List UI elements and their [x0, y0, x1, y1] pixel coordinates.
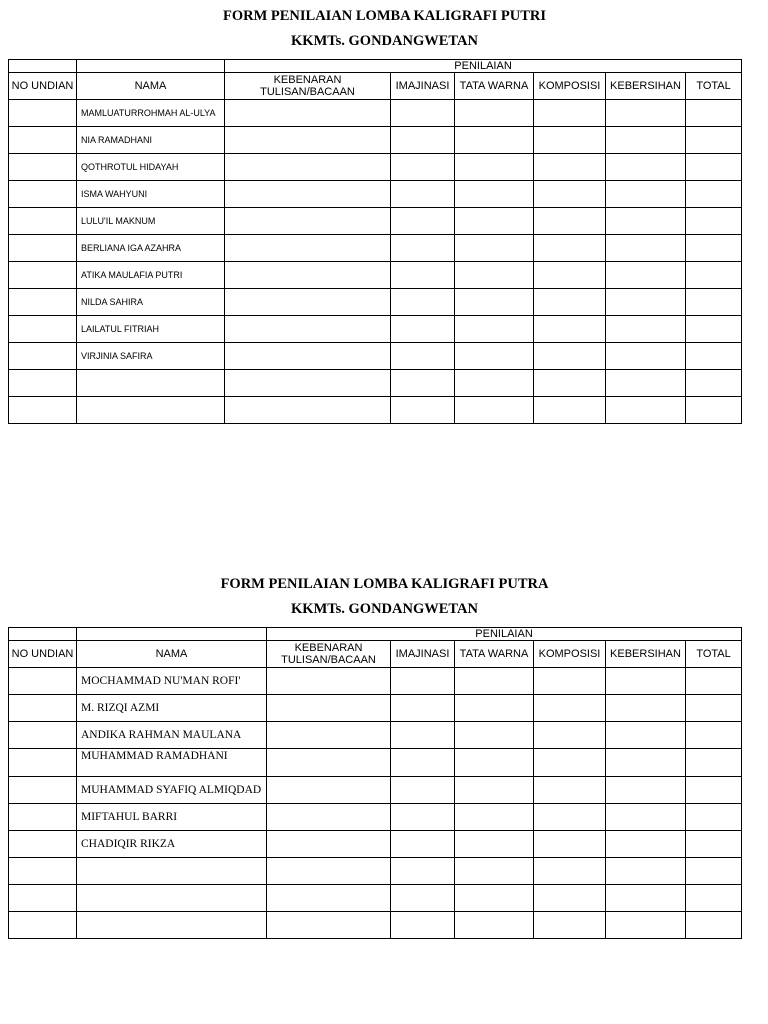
total-score-cell[interactable] [686, 397, 742, 424]
komposisi-score-cell[interactable] [534, 885, 606, 912]
tata-warna-score-cell[interactable] [455, 262, 534, 289]
imajinasi-score-cell[interactable] [391, 289, 455, 316]
total-score-cell[interactable] [686, 127, 742, 154]
table-row [9, 289, 742, 316]
nama-cell: MOCHAMMAD NU'MAN ROFI' [77, 668, 267, 695]
komposisi-score-cell[interactable] [534, 289, 606, 316]
tata-warna-score-cell[interactable] [455, 370, 534, 397]
nama-cell: BERLIANA IGA AZAHRA [77, 235, 225, 262]
tata-warna-score-cell[interactable] [455, 722, 534, 749]
header-nama: NAMA [77, 641, 267, 668]
nama-cell [77, 397, 225, 424]
no-undian-cell [9, 100, 77, 127]
no-undian-cell [9, 316, 77, 343]
tata-warna-score-cell[interactable] [455, 804, 534, 831]
komposisi-score-cell[interactable] [534, 262, 606, 289]
tata-warna-score-cell[interactable] [455, 316, 534, 343]
form-putri-title: FORM PENILAIAN LOMBA KALIGRAFI PUTRI [222, 8, 547, 24]
tata-warna-score-cell[interactable] [455, 127, 534, 154]
header-blank-nama [77, 628, 267, 641]
imajinasi-score-cell[interactable] [391, 885, 455, 912]
nama-cell [77, 912, 267, 939]
total-score-cell[interactable] [686, 722, 742, 749]
kebersihan-score-cell[interactable] [606, 668, 686, 695]
header-no-undian: NO UNDIAN [9, 641, 77, 668]
nama-cell: ATIKA MAULAFIA PUTRI [77, 262, 225, 289]
nama-cell: MUHAMMAD SYAFIQ ALMIQDAD [77, 777, 267, 804]
nama-cell: QOTHROTUL HIDAYAH [77, 154, 225, 181]
table-row [9, 804, 742, 831]
kebenaran-score-cell[interactable] [267, 912, 391, 939]
kebersihan-score-cell[interactable] [606, 154, 686, 181]
table-row [9, 831, 742, 858]
kebersihan-score-cell[interactable] [606, 804, 686, 831]
no-undian-cell [9, 181, 77, 208]
table-row [9, 885, 742, 912]
nama-cell: MIFTAHUL BARRI [77, 804, 267, 831]
table-row [9, 154, 742, 181]
header-kebersihan: KEBERSIHAN [606, 73, 686, 100]
total-score-cell[interactable] [686, 804, 742, 831]
header-tata-warna: TATA WARNA [455, 73, 534, 100]
imajinasi-score-cell[interactable] [391, 235, 455, 262]
nama-cell [77, 885, 267, 912]
header-blank-no [9, 628, 77, 641]
kebenaran-score-cell[interactable] [267, 777, 391, 804]
no-undian-cell [9, 370, 77, 397]
kebenaran-score-cell[interactable] [225, 100, 391, 127]
imajinasi-score-cell[interactable] [391, 127, 455, 154]
tata-warna-score-cell[interactable] [455, 343, 534, 370]
imajinasi-score-cell[interactable] [391, 154, 455, 181]
komposisi-score-cell[interactable] [534, 749, 606, 777]
nama-cell: NIA RAMADHANI [77, 127, 225, 154]
table-row [9, 100, 742, 127]
table-row [9, 127, 742, 154]
komposisi-score-cell[interactable] [534, 397, 606, 424]
header-komposisi: KOMPOSISI [534, 641, 606, 668]
kebenaran-score-cell[interactable] [225, 181, 391, 208]
kebersihan-score-cell[interactable] [606, 695, 686, 722]
no-undian-cell [9, 262, 77, 289]
kebersihan-score-cell[interactable] [606, 343, 686, 370]
imajinasi-score-cell[interactable] [391, 722, 455, 749]
form-putra-table [8, 627, 742, 939]
kebersihan-score-cell[interactable] [606, 289, 686, 316]
table-row [9, 397, 742, 424]
kebenaran-score-cell[interactable] [267, 804, 391, 831]
total-score-cell[interactable] [686, 343, 742, 370]
form-putri [8, 0, 741, 440]
kebenaran-score-cell[interactable] [267, 749, 391, 777]
table-row [9, 343, 742, 370]
kebenaran-score-cell[interactable] [225, 235, 391, 262]
imajinasi-score-cell[interactable] [391, 370, 455, 397]
nama-cell: NILDA SAHIRA [77, 289, 225, 316]
table-row [9, 262, 742, 289]
komposisi-score-cell[interactable] [534, 777, 606, 804]
total-score-cell[interactable] [686, 912, 742, 939]
komposisi-score-cell[interactable] [534, 235, 606, 262]
total-score-cell[interactable] [686, 181, 742, 208]
total-score-cell[interactable] [686, 316, 742, 343]
kebersihan-score-cell[interactable] [606, 912, 686, 939]
total-score-cell[interactable] [686, 858, 742, 885]
header-kebenaran: KEBENARAN TULISAN/BACAAN [225, 73, 391, 100]
komposisi-score-cell[interactable] [534, 722, 606, 749]
imajinasi-score-cell[interactable] [391, 912, 455, 939]
no-undian-cell [9, 397, 77, 424]
tata-warna-score-cell[interactable] [455, 397, 534, 424]
form-putra-title: FORM PENILAIAN LOMBA KALIGRAFI PUTRA [220, 576, 549, 592]
imajinasi-score-cell[interactable] [391, 397, 455, 424]
total-score-cell[interactable] [686, 749, 742, 777]
nama-cell: ISMA WAHYUNI [77, 181, 225, 208]
no-undian-cell [9, 127, 77, 154]
nama-cell: ANDIKA RAHMAN MAULANA [77, 722, 267, 749]
tata-warna-score-cell[interactable] [455, 100, 534, 127]
no-undian-cell [9, 777, 77, 804]
nama-cell: VIRJINIA SAFIRA [77, 343, 225, 370]
penilaian-header: PENILAIAN [267, 628, 742, 641]
total-score-cell[interactable] [686, 154, 742, 181]
tata-warna-score-cell[interactable] [455, 154, 534, 181]
form-putra [8, 568, 741, 948]
imajinasi-score-cell[interactable] [391, 749, 455, 777]
no-undian-cell [9, 695, 77, 722]
header-nama: NAMA [77, 73, 225, 100]
tata-warna-score-cell[interactable] [455, 777, 534, 804]
header-kebersihan: KEBERSIHAN [606, 641, 686, 668]
kebersihan-score-cell[interactable] [606, 831, 686, 858]
total-score-cell[interactable] [686, 695, 742, 722]
header-imajinasi: IMAJINASI [391, 641, 455, 668]
komposisi-score-cell[interactable] [534, 127, 606, 154]
kebersihan-score-cell[interactable] [606, 885, 686, 912]
no-undian-cell [9, 831, 77, 858]
no-undian-cell [9, 235, 77, 262]
header-total: TOTAL [686, 73, 742, 100]
kebenaran-score-cell[interactable] [267, 668, 391, 695]
table-row [9, 777, 742, 804]
imajinasi-score-cell[interactable] [391, 777, 455, 804]
table-row [9, 695, 742, 722]
table-row [9, 722, 742, 749]
kebenaran-score-cell[interactable] [225, 370, 391, 397]
header-imajinasi: IMAJINASI [391, 73, 455, 100]
table-row [9, 208, 742, 235]
kebenaran-score-cell[interactable] [225, 262, 391, 289]
table-row [9, 749, 742, 777]
kebersihan-score-cell[interactable] [606, 316, 686, 343]
komposisi-score-cell[interactable] [534, 804, 606, 831]
no-undian-cell [9, 208, 77, 235]
kebenaran-score-cell[interactable] [225, 127, 391, 154]
tata-warna-score-cell[interactable] [455, 235, 534, 262]
tata-warna-score-cell[interactable] [455, 668, 534, 695]
imajinasi-score-cell[interactable] [391, 858, 455, 885]
total-score-cell[interactable] [686, 289, 742, 316]
komposisi-score-cell[interactable] [534, 181, 606, 208]
kebersihan-score-cell[interactable] [606, 208, 686, 235]
tata-warna-score-cell[interactable] [455, 181, 534, 208]
kebersihan-score-cell[interactable] [606, 370, 686, 397]
no-undian-cell [9, 912, 77, 939]
tata-warna-score-cell[interactable] [455, 831, 534, 858]
tata-warna-score-cell[interactable] [455, 749, 534, 777]
kebersihan-score-cell[interactable] [606, 722, 686, 749]
tata-warna-score-cell[interactable] [455, 289, 534, 316]
imajinasi-score-cell[interactable] [391, 804, 455, 831]
kebenaran-score-cell[interactable] [225, 154, 391, 181]
nama-cell: M. RIZQI AZMI [77, 695, 267, 722]
imajinasi-score-cell[interactable] [391, 262, 455, 289]
header-kebenaran: KEBENARAN TULISAN/BACAAN [267, 641, 391, 668]
kebenaran-score-cell[interactable] [225, 208, 391, 235]
kebenaran-score-cell[interactable] [267, 885, 391, 912]
kebenaran-score-cell[interactable] [225, 397, 391, 424]
kebenaran-score-cell[interactable] [267, 831, 391, 858]
header-blank-no [9, 60, 77, 73]
tata-warna-score-cell[interactable] [455, 695, 534, 722]
komposisi-score-cell[interactable] [534, 370, 606, 397]
kebenaran-score-cell[interactable] [267, 722, 391, 749]
table-row [9, 668, 742, 695]
header-blank-nama [77, 60, 225, 73]
imajinasi-score-cell[interactable] [391, 343, 455, 370]
kebersihan-score-cell[interactable] [606, 235, 686, 262]
komposisi-score-cell[interactable] [534, 668, 606, 695]
kebenaran-score-cell[interactable] [267, 858, 391, 885]
kebenaran-score-cell[interactable] [225, 316, 391, 343]
kebersihan-score-cell[interactable] [606, 181, 686, 208]
tata-warna-score-cell[interactable] [455, 912, 534, 939]
kebersihan-score-cell[interactable] [606, 777, 686, 804]
table-row [9, 370, 742, 397]
no-undian-cell [9, 343, 77, 370]
nama-cell: MUHAMMAD RAMADHANI [77, 749, 267, 777]
kebenaran-score-cell[interactable] [225, 289, 391, 316]
imajinasi-score-cell[interactable] [391, 316, 455, 343]
komposisi-score-cell[interactable] [534, 154, 606, 181]
tata-warna-score-cell[interactable] [455, 858, 534, 885]
imajinasi-score-cell[interactable] [391, 100, 455, 127]
no-undian-cell [9, 289, 77, 316]
komposisi-score-cell[interactable] [534, 695, 606, 722]
total-score-cell[interactable] [686, 100, 742, 127]
tata-warna-score-cell[interactable] [455, 208, 534, 235]
no-undian-cell [9, 668, 77, 695]
komposisi-score-cell[interactable] [534, 100, 606, 127]
total-score-cell[interactable] [686, 777, 742, 804]
nama-cell: MAMLUATURROHMAH AL-ULYA [77, 100, 225, 127]
total-score-cell[interactable] [686, 668, 742, 695]
no-undian-cell [9, 858, 77, 885]
header-no-undian: NO UNDIAN [9, 73, 77, 100]
total-score-cell[interactable] [686, 262, 742, 289]
penilaian-header: PENILAIAN [225, 60, 742, 73]
no-undian-cell [9, 722, 77, 749]
nama-cell: LAILATUL FITRIAH [77, 316, 225, 343]
komposisi-score-cell[interactable] [534, 343, 606, 370]
header-komposisi: KOMPOSISI [534, 73, 606, 100]
komposisi-score-cell[interactable] [534, 831, 606, 858]
form-putri-subtitle: KKMTs. GONDANGWETAN [291, 33, 478, 49]
kebenaran-score-cell[interactable] [267, 695, 391, 722]
form-putri-table [8, 59, 742, 424]
total-score-cell[interactable] [686, 235, 742, 262]
imajinasi-score-cell[interactable] [391, 208, 455, 235]
imajinasi-score-cell[interactable] [391, 831, 455, 858]
imajinasi-score-cell[interactable] [391, 181, 455, 208]
kebersihan-score-cell[interactable] [606, 397, 686, 424]
no-undian-cell [9, 885, 77, 912]
imajinasi-score-cell[interactable] [391, 695, 455, 722]
komposisi-score-cell[interactable] [534, 316, 606, 343]
imajinasi-score-cell[interactable] [391, 668, 455, 695]
kebenaran-score-cell[interactable] [225, 343, 391, 370]
no-undian-cell [9, 154, 77, 181]
kebersihan-score-cell[interactable] [606, 858, 686, 885]
header-total: TOTAL [686, 641, 742, 668]
table-row [9, 858, 742, 885]
nama-cell: LULU'IL MAKNUM [77, 208, 225, 235]
nama-cell [77, 370, 225, 397]
table-row [9, 235, 742, 262]
table-row [9, 912, 742, 939]
total-score-cell[interactable] [686, 885, 742, 912]
form-putra-subtitle: KKMTs. GONDANGWETAN [291, 601, 478, 617]
kebersihan-score-cell[interactable] [606, 262, 686, 289]
komposisi-score-cell[interactable] [534, 912, 606, 939]
nama-cell [77, 858, 267, 885]
header-tata-warna: TATA WARNA [455, 641, 534, 668]
table-row [9, 316, 742, 343]
nama-cell: CHADIQIR RIKZA [77, 831, 267, 858]
no-undian-cell [9, 749, 77, 777]
kebersihan-score-cell[interactable] [606, 100, 686, 127]
no-undian-cell [9, 804, 77, 831]
total-score-cell[interactable] [686, 370, 742, 397]
table-row [9, 181, 742, 208]
komposisi-score-cell[interactable] [534, 858, 606, 885]
tata-warna-score-cell[interactable] [455, 885, 534, 912]
total-score-cell[interactable] [686, 831, 742, 858]
komposisi-score-cell[interactable] [534, 208, 606, 235]
kebersihan-score-cell[interactable] [606, 127, 686, 154]
kebersihan-score-cell[interactable] [606, 749, 686, 777]
total-score-cell[interactable] [686, 208, 742, 235]
